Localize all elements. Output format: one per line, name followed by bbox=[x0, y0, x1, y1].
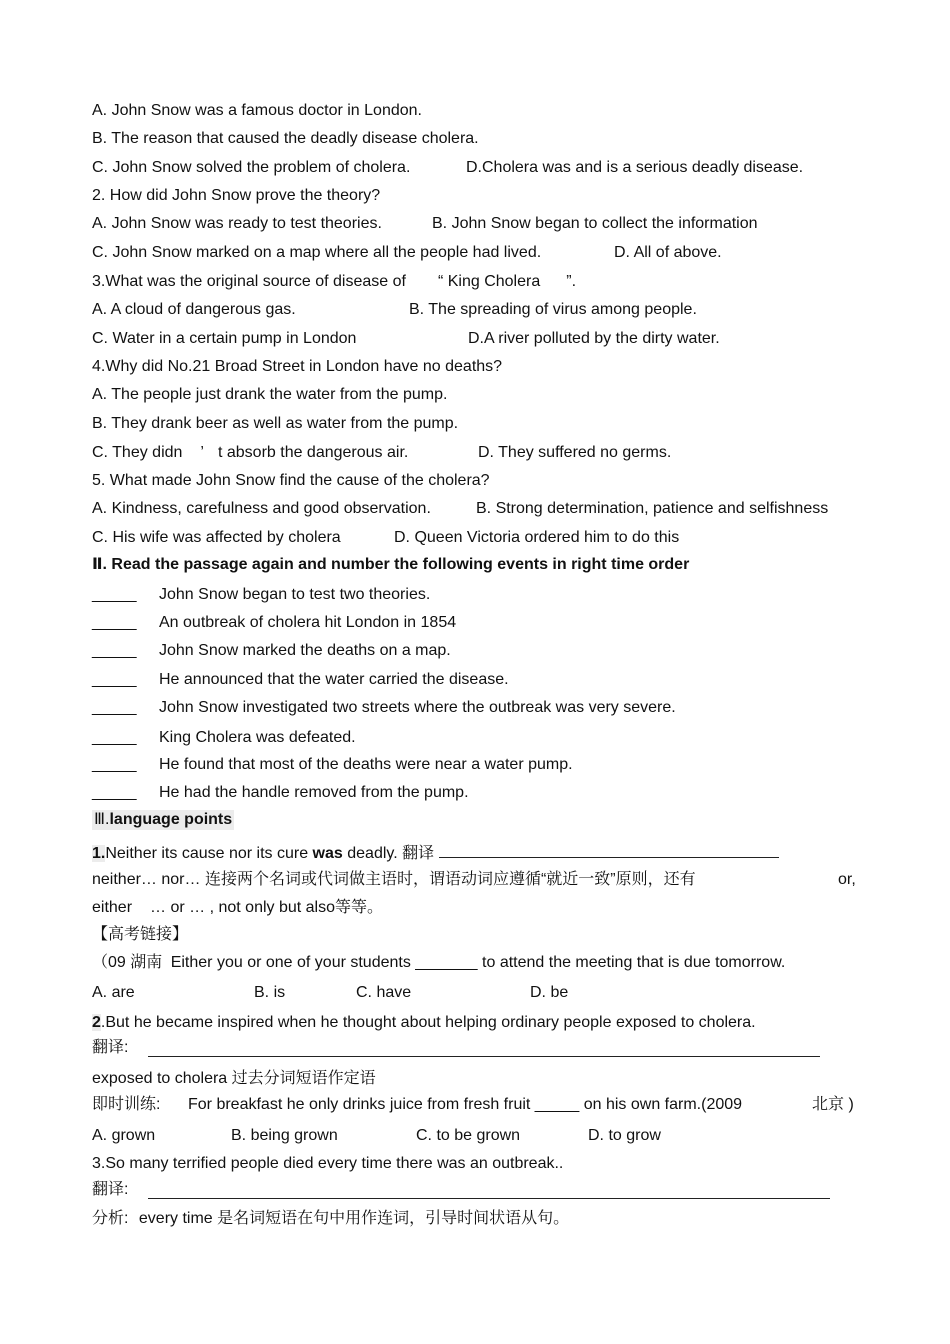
analysis-explain: 是名词短语在句中用作连词，引导时间状语从句。 bbox=[217, 1210, 570, 1227]
q3-option-a: A. A cloud of dangerous gas. bbox=[92, 301, 296, 318]
section2-heading: Ⅱ. Read the passage again and number the following events in right time order bbox=[92, 556, 690, 573]
point1-sentence bbox=[92, 843, 779, 862]
q2-option-b: B. John Snow began to collect the information bbox=[432, 215, 758, 232]
section3-numeral: Ⅲ. bbox=[94, 811, 110, 828]
point1-text: Neither its cause nor its cure bbox=[105, 845, 309, 862]
section3-heading bbox=[92, 810, 234, 830]
event-blank[interactable]: _____ bbox=[92, 586, 137, 603]
event-blank[interactable]: _____ bbox=[92, 642, 137, 659]
drill-label: 即时训练: bbox=[92, 1096, 161, 1113]
q2-stem: 2. How did John Snow prove the theory? bbox=[92, 187, 381, 204]
drill-option: C. to be grown bbox=[416, 1127, 521, 1144]
point2-text: .But he became inspired when he thought about helping ordinary people exposed to cholera. bbox=[100, 1014, 756, 1031]
q2-option-d: D. All of above. bbox=[614, 244, 722, 261]
exam-option: B. is bbox=[254, 984, 286, 1001]
point2-translation-blank[interactable] bbox=[148, 1042, 820, 1057]
point1-note-pattern: … or … , not only but also bbox=[150, 899, 336, 916]
exam-source: （09 湖南 bbox=[92, 954, 163, 971]
drill-question: For breakfast he only drinks juice from fresh fruit _____ on his own farm.(2009 bbox=[188, 1096, 743, 1113]
q4-option-c-apostrophe: ’ bbox=[200, 444, 204, 461]
point2-note bbox=[92, 1071, 376, 1087]
event-item: He announced that the water carried the disease. bbox=[159, 671, 509, 688]
q1-option-c: C. John Snow solved the problem of cholera. bbox=[92, 159, 411, 176]
q2-option-c: C. John Snow marked on a map where all the people had lived. bbox=[92, 244, 542, 261]
q3-option-c: C. Water in a certain pump in London bbox=[92, 330, 357, 347]
event-item: John Snow marked the deaths on a map. bbox=[159, 642, 451, 659]
q1-option-d: D.Cholera was and is a serious deadly disease. bbox=[466, 159, 804, 176]
point1-note-line1: neither… nor… 连接两个名词或代词做主语时，谓语动词应遵循“就近一致”原则，还有 bbox=[92, 871, 696, 888]
event-blank[interactable]: _____ bbox=[92, 756, 137, 773]
q4-option-b: B. They drank beer as well as water from the pump. bbox=[92, 415, 459, 432]
analysis-phrase: every time bbox=[138, 1210, 213, 1227]
q3-stem-quote: “ King Cholera bbox=[437, 273, 541, 290]
analysis bbox=[92, 1211, 569, 1227]
exam-option: A. are bbox=[92, 984, 135, 1001]
point1-number: 1. bbox=[92, 845, 106, 862]
point2-sentence bbox=[92, 1015, 756, 1031]
drill-option: B. being grown bbox=[231, 1127, 338, 1144]
q1-option-b: B. The reason that caused the deadly disease cholera. bbox=[92, 130, 479, 147]
exam-option: C. have bbox=[356, 984, 412, 1001]
q5-option-b: B. Strong determination, patience and selfishness bbox=[476, 500, 829, 517]
point1-end: deadly. bbox=[347, 845, 398, 862]
translate-label: 翻译 bbox=[402, 845, 435, 862]
analysis-label: 分析: bbox=[92, 1210, 129, 1227]
event-blank[interactable]: _____ bbox=[92, 729, 137, 746]
event-item: He had the handle removed from the pump. bbox=[159, 784, 469, 801]
exam-question bbox=[92, 955, 785, 971]
q5-option-c: C. His wife was affected by cholera bbox=[92, 529, 341, 546]
point3-translation-blank[interactable] bbox=[148, 1184, 830, 1199]
q3-option-d: D.A river polluted by the dirty water. bbox=[468, 330, 720, 347]
event-item: An outbreak of cholera hit London in 1854 bbox=[159, 614, 457, 631]
event-item: King Cholera was defeated. bbox=[159, 729, 356, 746]
point2-translate-label: 翻译: bbox=[92, 1039, 129, 1056]
event-item: John Snow began to test two theories. bbox=[159, 586, 431, 603]
q3-stem-end: ”. bbox=[566, 273, 577, 290]
exam-link-label: 【高考链接】 bbox=[92, 926, 189, 943]
q4-option-c bbox=[92, 445, 408, 461]
drill-source: 北京 ) bbox=[812, 1096, 854, 1113]
event-blank[interactable]: _____ bbox=[92, 614, 137, 631]
q2-option-a: A. John Snow was ready to test theories. bbox=[92, 215, 382, 232]
q3-stem bbox=[92, 274, 576, 290]
q4-option-d: D. They suffered no germs. bbox=[478, 444, 672, 461]
point2-note-explain: 过去分词短语作定语 bbox=[231, 1070, 376, 1087]
q5-option-a: A. Kindness, carefulness and good observation. bbox=[92, 500, 431, 517]
event-item: He found that most of the deaths were near a water pump. bbox=[159, 756, 573, 773]
point3-translate-label: 翻译: bbox=[92, 1181, 129, 1198]
point3-sentence: 3.So many terrified people died every time there was an outbreak.. bbox=[92, 1155, 564, 1172]
q1-option-a: A. John Snow was a famous doctor in London. bbox=[92, 102, 422, 119]
event-blank[interactable]: _____ bbox=[92, 671, 137, 688]
point1-note-etc: 等等。 bbox=[335, 899, 384, 916]
event-blank[interactable]: _____ bbox=[92, 784, 137, 801]
exam-question-text: Either you or one of your students _______ to attend the meeting that is due tomorrow. bbox=[170, 954, 786, 971]
point1-note-either: either bbox=[92, 899, 133, 916]
point2-note-phrase: exposed to cholera bbox=[92, 1070, 228, 1087]
q5-option-d: D. Queen Victoria ordered him to do this bbox=[394, 529, 680, 546]
point2-number: 2 bbox=[92, 1014, 101, 1031]
q4-option-a: A. The people just drank the water from the pump. bbox=[92, 386, 448, 403]
q3-option-b: B. The spreading of virus among people. bbox=[409, 301, 697, 318]
event-item: John Snow investigated two streets where the outbreak was very severe. bbox=[159, 699, 676, 716]
q3-stem-text: 3.What was the original source of disease of bbox=[92, 273, 406, 290]
point1-verb: was bbox=[312, 845, 343, 862]
q5-stem: 5. What made John Snow find the cause of the cholera? bbox=[92, 472, 490, 489]
q4-option-c-start: C. They didn bbox=[92, 444, 183, 461]
exam-option: D. be bbox=[530, 984, 569, 1001]
drill-option: A. grown bbox=[92, 1127, 156, 1144]
point1-note-or: or, bbox=[838, 871, 856, 888]
q4-stem: 4.Why did No.21 Broad Street in London have no deaths? bbox=[92, 358, 503, 375]
event-blank[interactable]: _____ bbox=[92, 699, 137, 716]
translation-blank[interactable] bbox=[439, 843, 779, 858]
point1-note-line2 bbox=[92, 900, 383, 916]
section3-title: language points bbox=[109, 811, 233, 828]
drill-option: D. to grow bbox=[588, 1127, 661, 1144]
q4-option-c-end: t absorb the dangerous air. bbox=[217, 444, 409, 461]
